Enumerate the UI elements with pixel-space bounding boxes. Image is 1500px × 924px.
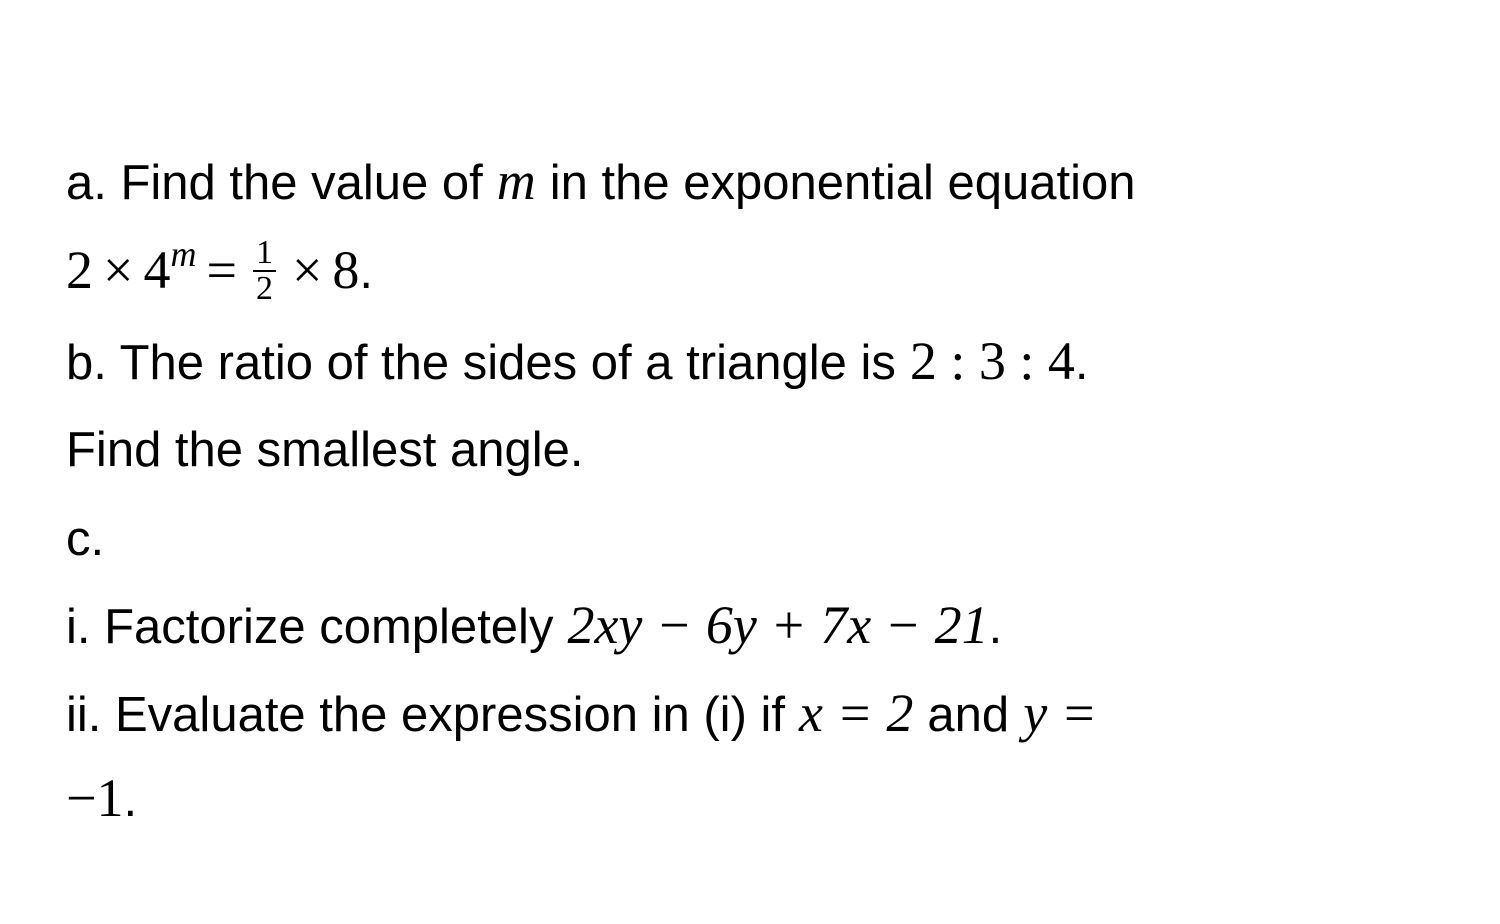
problem-b-question: Find the smallest angle. bbox=[66, 423, 584, 477]
problem-c-label: c. bbox=[66, 512, 105, 566]
eq-fraction bbox=[253, 236, 276, 306]
problem-b-period: . bbox=[1074, 336, 1089, 390]
problem-c-ii-line-2 bbox=[66, 768, 137, 830]
problem-c-label-line bbox=[66, 509, 104, 569]
problem-c-ii-condition-y: y = bbox=[1023, 683, 1098, 743]
problem-a-label: a. Find the value of bbox=[66, 156, 483, 210]
problem-a-variable: m bbox=[496, 151, 536, 211]
eq-period: . bbox=[359, 245, 374, 299]
eq-times-1: × bbox=[103, 240, 134, 300]
problem-b-ratio: 2 : 3 : 4 bbox=[909, 331, 1075, 391]
problem-c-i-period: . bbox=[988, 600, 1003, 654]
problem-b-line-2 bbox=[66, 420, 584, 480]
problem-c-ii-condition-x: x = 2 bbox=[799, 683, 914, 743]
problem-c-ii-label: ii. Evaluate the expression in (i) if bbox=[66, 688, 785, 742]
eq-times-2: × bbox=[291, 240, 323, 300]
eq-coefficient-2: 2 bbox=[66, 240, 93, 300]
eq-exponent-m: m bbox=[170, 234, 197, 274]
problem-c-i-expression: 2xy − 6y + 7x − 21 bbox=[567, 595, 989, 655]
problem-b-line-1 bbox=[66, 331, 1088, 393]
problem-a-line-1 bbox=[66, 151, 1136, 213]
problem-c-i-line bbox=[66, 595, 1002, 657]
problem-b-label: b. The ratio of the sides of a triangle is bbox=[66, 336, 896, 390]
problem-c-ii-period: . bbox=[123, 773, 138, 827]
problem-a-equation bbox=[66, 234, 374, 310]
problem-c-i-label: i. Factorize completely bbox=[66, 600, 554, 654]
problem-c-ii-value: −1 bbox=[66, 768, 124, 828]
eq-equals: = bbox=[206, 240, 237, 300]
problem-a-tail: in the exponential equation bbox=[549, 156, 1136, 210]
problem-c-ii-line-1 bbox=[66, 683, 1097, 745]
eq-fraction-denominator: 2 bbox=[255, 270, 273, 308]
eq-base-4: 4 bbox=[143, 240, 171, 300]
problem-c-ii-and: and bbox=[927, 688, 1010, 742]
eq-coefficient-8: 8 bbox=[332, 240, 360, 300]
eq-fraction-numerator: 1 bbox=[253, 236, 276, 272]
